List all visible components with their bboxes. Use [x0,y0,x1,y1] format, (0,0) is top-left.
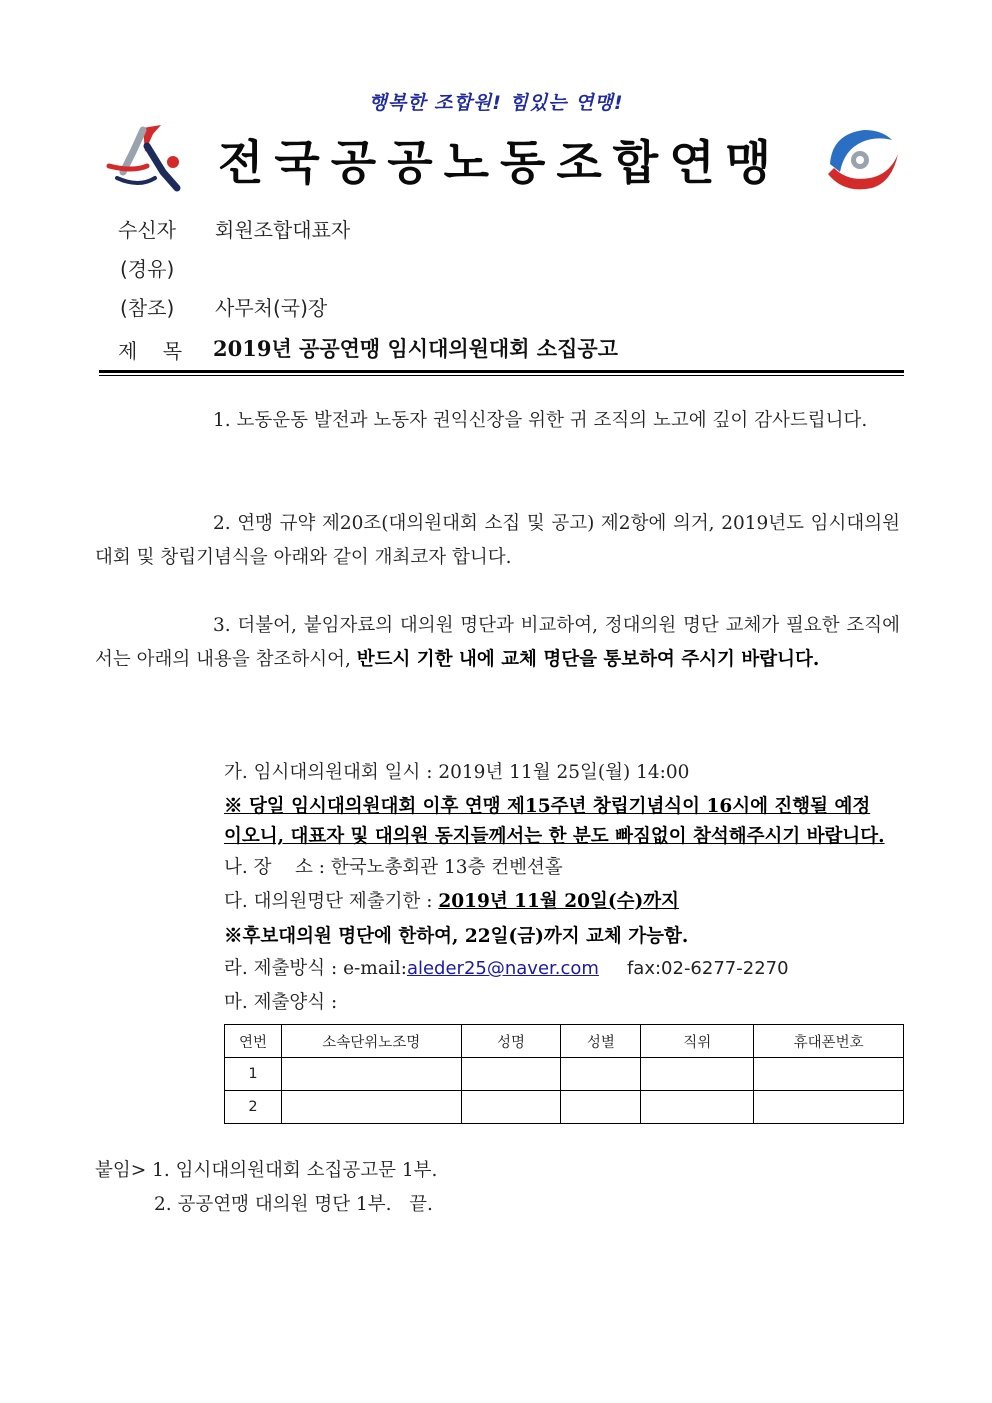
recipient-value: 회원조합대표자 [215,218,351,242]
fax-number: fax:02-6277-2270 [626,958,789,979]
item-ga-datetime: 가. 임시대의원대회 일시 : 2019년 11월 25일(월) 14:00 [224,762,690,783]
slogan: 행복한 조합원! 힘있는 연맹! [368,92,624,114]
col-name: 성명 [461,1025,561,1058]
table-header-row [225,1025,904,1058]
table-cell [561,1091,641,1124]
col-gender: 성별 [561,1025,641,1058]
paragraph-3-text: 3. 더불어, 붙임자료의 대의원 명단과 비교하여, 정대의원 명단 교체가 필요한 조직에서는 아래의 내용을 참조하시어, [95,615,900,670]
table-cell [754,1058,904,1091]
note-ceremony-line2: 이오니, 대표자 및 대의원 동지들께서는 한 분도 빠짐없이 참석해주시기 바랍니다. [224,826,885,847]
item-ra-method [224,954,789,980]
reference-label: (참조) [120,296,175,320]
col-position: 직위 [641,1025,754,1058]
deadline-value: 2019년 11월 20일(수)까지 [438,891,679,912]
paragraph-3-emphasis: 반드시 기한 내에 교체 명단을 통보하여 주시기 바랍니다. [356,649,820,670]
header-divider [99,370,904,373]
col-union-name: 소속단위노조명 [281,1025,461,1058]
header-divider-thin [99,375,904,376]
deadline-label: 다. 대의원명단 제출기한 : [224,891,439,912]
note-ceremony-line1: ※ 당일 임시대의원대회 이후 연맹 제15주년 창립기념식이 16시에 진행될 예정 [224,796,871,817]
reference-value: 사무처(국)장 [215,296,328,320]
table-cell: 1 [225,1058,282,1091]
via-label: (경유) [120,257,175,281]
table-cell [461,1058,561,1091]
recipient-label: 수신자 [118,218,176,242]
table-cell [281,1091,461,1124]
organization-title: 전국공공노동조합연맹 [217,136,783,191]
table-cell [561,1058,641,1091]
paragraph-2: 2. 연맹 규약 제20조(대의원대회 소집 및 공고) 제2항에 의거, 2019년도 임시대의원대회 및 창립기념식을 아래와 같이 개최코자 합니다. [95,513,900,568]
table-cell [281,1058,461,1091]
item-na-venue: 나. 장 소 : 한국노총회관 13층 컨벤션홀 [224,857,563,878]
item-ma-form: 마. 제출양식 : [224,992,338,1013]
email-link[interactable]: aleder25@naver.com [406,958,599,979]
table-row [225,1091,904,1124]
table-cell [754,1091,904,1124]
item-da-deadline [224,887,679,913]
table-row [225,1058,904,1091]
table-cell: 2 [225,1091,282,1124]
table-cell [461,1091,561,1124]
note-alternate: ※후보대의원 명단에 한하여, 22일(금)까지 교체 가능함. [224,926,689,947]
subject-value: 2019년 공공연맹 임시대의원대회 소집공고 [213,336,618,361]
table-cell [641,1058,754,1091]
submission-form-table [224,1024,904,1124]
attachment-line-1: 붙임> 1. 임시대의원대회 소집공고문 1부. [95,1160,438,1181]
table-cell [641,1091,754,1124]
subject-label: 제 목 [118,339,183,363]
federation-logo-right [820,124,902,194]
paragraph-1: 1. 노동운동 발전과 노동자 권익신장을 위한 귀 조직의 노고에 깊이 감사드립니다. [213,410,868,431]
method-label: 라. 제출방식 : e-mail: [224,958,407,979]
col-phone: 휴대폰번호 [754,1025,904,1058]
paragraph-3 [95,609,900,677]
col-number: 연번 [225,1025,282,1058]
attachment-line-2: 2. 공공연맹 대의원 명단 1부. 끝. [154,1194,433,1215]
